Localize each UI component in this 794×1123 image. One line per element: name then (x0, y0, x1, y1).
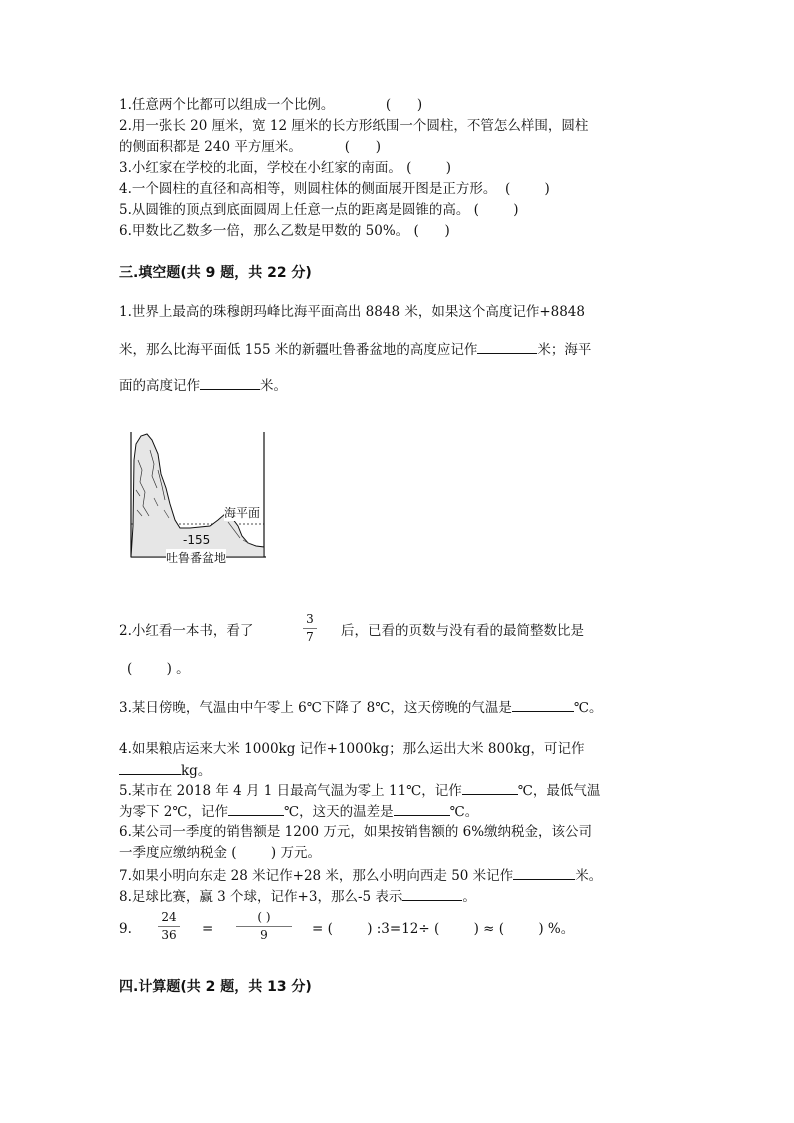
depth-label: -155 (183, 533, 211, 547)
fill-q4-line2: kg。 (119, 760, 211, 780)
fill-q1-line1: 1.世界上最高的珠穆朗玛峰比海平面高出 8848 米，如果这个高度记作+8848 (119, 304, 585, 320)
fraction-denominator: 7 (306, 630, 314, 644)
judge-q2-line2: 的侧面积都是 240 平方厘米。 ( ) (119, 139, 382, 155)
answer-blank[interactable] (477, 339, 537, 354)
fill-q1-line3: 面的高度记作 米。 (119, 375, 287, 395)
equals-sign: = (202, 921, 214, 937)
fill-q8: 8.足球比赛，赢 3 个球，记作+3，那么-5 表示 。 (119, 886, 476, 906)
fraction-numerator-blank[interactable]: ( ) (257, 910, 271, 924)
judge-q5: 5.从圆锥的顶点到底面圆周上任意一点的距离是圆锥的高。 ( ) (119, 202, 519, 218)
section3-title: 三.填空题(共 9 题，共 22 分) (119, 265, 312, 281)
judge-q1: 1.任意两个比都可以组成一个比例。 ( ) (119, 97, 423, 113)
judge-q6: 6.甲数比乙数多一倍，那么乙数是甲数的 50%。 ( ) (119, 223, 450, 239)
fill-q4-line1: 4.如果粮店运来大米 1000kg 记作+1000kg；那么运出大米 800kg，可记作 (119, 741, 585, 757)
elevation-diagram (128, 430, 270, 570)
fraction-3-7 (303, 612, 317, 644)
answer-blank[interactable] (402, 886, 462, 901)
fill-q6-line2: 一季度应缴纳税金 ( ) 万元。 (119, 845, 321, 861)
basin-label: 吐鲁番盆地 (166, 551, 227, 565)
fill-q6-line1: 6.某公司一季度的销售额是 1200 万元，如果按销售额的 6%缴纳税金，该公司 (119, 824, 593, 840)
section4-title: 四.计算题(共 2 题，共 13 分) (119, 979, 312, 995)
fraction-numerator: 3 (306, 612, 314, 626)
sea-level-label: 海平面 (224, 506, 261, 520)
judge-q3: 3.小红家在学校的北面，学校在小红家的南面。 ( ) (119, 160, 452, 176)
fill-q1-line2: 米，那么比海平面低 155 米的新疆吐鲁番盆地的高度应记作 米；海平 (119, 339, 591, 359)
answer-blank[interactable] (512, 697, 574, 712)
fill-q7: 7.如果小明向东走 28 米记作+28 米，那么小明向西走 50 米记作 米。 (119, 865, 602, 885)
answer-blank[interactable] (462, 780, 518, 795)
answer-blank[interactable] (513, 865, 575, 880)
judge-q4: 4.一个圆柱的直径和高相等，则圆柱体的侧面展开图是正方形。 ( ) (119, 181, 550, 197)
fraction-24-36 (158, 910, 180, 942)
fill-q2-prefix: 2.小红看一本书，看了 (119, 623, 254, 639)
fill-q2-suffix: 后，已看的页数与没有看的最简整数比是 (341, 623, 584, 639)
fill-q5-line1: 5.某市在 2018 年 4 月 1 日最高气温为零上 11℃，记作 ℃，最低气温 (119, 780, 600, 800)
answer-blank[interactable] (394, 801, 450, 816)
fraction-denominator: 9 (260, 928, 268, 942)
answer-blank[interactable] (228, 801, 284, 816)
fill-q2-line2: ( ) 。 (127, 661, 190, 677)
fill-q3: 3.某日傍晚，气温由中午零上 6℃下降了 8℃，这天傍晚的气温是 ℃。 (119, 697, 602, 717)
judge-q2-line1: 2.用一张长 20 厘米，宽 12 厘米的长方形纸围一个圆柱，不管怎么样围，圆柱 (119, 118, 589, 134)
answer-blank[interactable] (119, 760, 181, 775)
fill-q9-number: 9. (119, 921, 132, 937)
fraction-denominator: 36 (161, 928, 177, 942)
fraction-numerator: 24 (161, 910, 177, 924)
fill-q5-line2: 为零下 2℃，记作 ℃，这天的温差是 ℃。 (119, 801, 478, 821)
answer-blank[interactable] (200, 375, 260, 390)
fraction-blank-9 (236, 910, 292, 942)
fill-q9-rest: = ( ) :3=12÷ ( ) ≈ ( ) %。 (312, 921, 575, 937)
